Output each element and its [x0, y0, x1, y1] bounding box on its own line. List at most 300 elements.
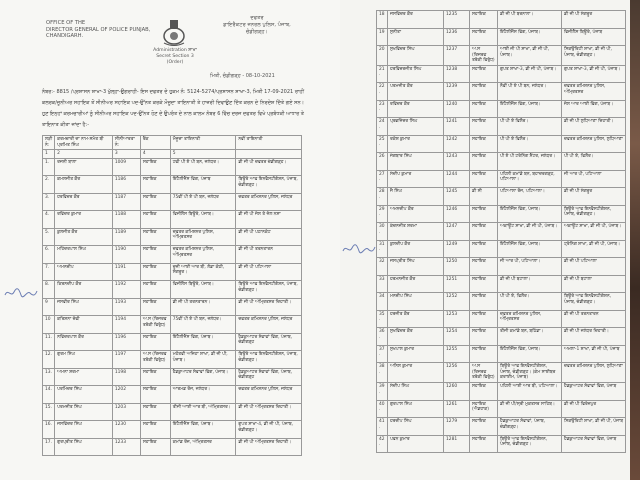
table-cell: ਸਹਾਇਕ: [470, 205, 498, 223]
table-cell: ਹੈਡਕੁਆਟਰ ਸੇਵਾਵਾਂ ਵਿੰਗ, ਪੰਜਾਬ, ਚੰਡੀਗੜ੍ਹ: [236, 333, 302, 351]
table-cell: ਆਈ ਜੀ ਪੀ ਸ਼ਾਖਾ, ਡੀ ਜੀ ਪੀ, ਪੰਜਾਬ।: [498, 46, 562, 66]
table-cell: ਹੈਡਕੁਆਟਰ ਸੇਵਾਵਾਂ, ਪੰਜਾਬ, ਚੰਡੀਗੜ੍ਹ।: [498, 418, 562, 436]
table-cell: 19: [377, 28, 388, 46]
table-cell: ਜੀ ਆਰ ਪੀ, ਪਟਿਆਲਾ।: [498, 258, 562, 276]
table-cell: ਡੀ ਜੀ ਪੀ ਬਟਾਲਾ: [562, 275, 626, 293]
table-cell: ਮਹੱਤਵੀ ਅਜਿਹਾ ਸ਼ਾਖਾ, ਡੀ ਜੀ ਪੀ, ਪੰਜਾਬ।: [170, 351, 236, 369]
table-cell: ਹਰਦੀਪ ਸਿੰਘ: [388, 418, 444, 436]
table-cell: 9: [43, 298, 55, 316]
table-row: [377, 418, 626, 436]
table-cell: ਸਹਾਇਕ: [140, 403, 170, 421]
table-cell: ਦਫਤਰ ਕਮਿਸ਼ਨਰ ਪੁਲਿਸ, ਅੰਮ੍ਰਿਤਸਰ: [498, 310, 562, 328]
order-intro: ਨੰਬਰ:- 8815 /ਪ੍ਰਸ਼ਾਸਨ ਸ਼ਾਖਾ-3 ਖੁੱਲ੍ਹਾ-ਉਗਰਾਹੀ- ਇਸ ਦਫਤਰ ਦੇ ਹੁਕਮ ਨੰ: 5124-5274/ਪ੍ਰਸ਼ਾਸਨ ਸ਼ਾਖਾ-3, ਮਿਤੀ 17-09-2021 ਰਾਹੀਂ ਕਲਰਕ/ਜੂਨੀਅਰ ਸਹਾਇਕ ਤੋਂ ਸੀਨੀਅਰ ਸਹਾਇਕ ਪਦ-ਉੱਨਤ ਕਰਕੇ ਮੌਜੂਦਾ ਤਾਇਨਾਤੀ ਤੇ ਹਾਜ਼ਰੀ ਦਿਵਾਉਣ ਦਿੱਤ ਕਰਨ ਦੇ ਨਿਰਦੇਸ਼ ਦਿੱਤੇ ਗਏ ਸਨ। ਹੁਣ ਇਨ੍ਹਾਂ ਕਰਮਚਾਰੀਆਂ ਨੂੰ ਸੀਨੀਅਰ ਸਹਾਇਕ ਪਦ-ਉੱਨਤ ਹੋਣ ਦੇ ਉਪਰੰਤ ਦੇ ਨਾਲ ਕਾਲਮ ਨੰਬਰ 6 ਵਿੱਚ ਦਰਜ ਦਫਤਰ ਵਿਖੇ ਪ੍ਰਬੰਧਕੀ ਆਧਾਰ ਤੇ ਤਾਇਨਾਤ ਕੀਤਾ ਜਾਂਦਾ ਹੈ:-: [42, 89, 304, 128]
table-cell: ਕਰਮਚਾਰੀ ਦਾ ਨਾਮ-ਸਮੇਤ ਬੀ ਪ੍ਰਮਿਤ ਸਿੰਘ: [55, 136, 113, 150]
table-cell: ਸਹਾਇਕ: [470, 258, 498, 276]
table-cell: ਹਰਵਿੰਦਰ ਕੌਰ: [55, 193, 113, 211]
table-cell: 1239: [444, 83, 470, 101]
handwritten-signature: [4, 286, 38, 300]
table-cell: ਪਹਿਲੀ ਕਮਾਂਡੋ ਬਨ, ਬਹਾਦਰਗੜ੍ਹ, ਪਟਿਆਲਾ।: [498, 170, 562, 188]
table-cell: ਸਹਾਇਕ: [470, 170, 498, 188]
table-cell: ਇੰਟੈਲੀਜੈਂਸ ਵਿੰਗ, ਪੰਜਾਬ।: [498, 345, 562, 363]
table-cell: ਡੀ ਜੀ ਪੀ ਸੰਗਰੂਰ: [562, 11, 626, 29]
table-cell: ਪੀ ਪੀ ਏ ਫਿਲੌਰ।: [498, 135, 562, 153]
table-cell: 5.: [43, 228, 55, 246]
table-cell: 22.: [377, 83, 388, 101]
table-row: [377, 205, 626, 223]
table-row: [377, 345, 626, 363]
header-line: ਚੰਡੀਗੜ੍ਹ।: [245, 29, 269, 35]
table-cell: ਟ੍ਰੇਨਿੰਗ ਸ਼ਾਖਾ, ਡੀ ਜੀ ਪੀ, ਪੰਜਾਬ।: [562, 240, 626, 258]
table-row: [43, 351, 302, 369]
table-cell: ਸਿਕਉਰਿਟੀ ਸ਼ਾਖਾ, ਡੀ ਜੀ ਪੀ, ਪੰਜਾਬ, ਚੰਡੀਗੜ੍ਹ।: [562, 46, 626, 66]
table-row: [377, 258, 626, 276]
table-row: [377, 188, 626, 206]
table-cell: ਬਿਊਰੋ ਆਫ ਇਨਵੈਸਟੀਗੇਸ਼ਨ, ਪੰਜਾਬ, ਚੰਡੀਗੜ੍ਹ। (ਕੰਮ ਸਾਈਬਰ ਕਰਾਈਮ, ਪੰਜਾਬ): [498, 363, 562, 383]
transfer-table-right: [376, 10, 626, 453]
table-cell: 42.: [377, 435, 388, 453]
table-cell: 1243: [444, 153, 470, 171]
table-cell: 1189: [112, 228, 140, 246]
table-cell: ਸੁਖਪਾਲ ਕੁਮਾਰ: [388, 345, 444, 363]
table-cell: 4: [140, 150, 170, 159]
table-cell: 18: [377, 11, 388, 29]
header-line: ਦਫਤਰ: [250, 15, 264, 21]
table-cell: ਡੀ ਜੀ ਪੀ ਤਰਨਤਾਰਨ: [236, 246, 302, 264]
table-cell: ਇੰਟੈਲੀਜੈਂਸ ਵਿੰਗ, ਪੰਜਾਬ: [170, 176, 236, 194]
section-line: Administration ਸ਼ਾਖਾ: [153, 48, 197, 53]
table-cell: ਆਰਮਡ ਰੇਂਜ, ਜਲੰਧਰ।: [170, 386, 236, 404]
table-cell: 35.: [377, 310, 388, 328]
table-cell: ਡੀ ਜੀ ਪੀ ਬਰਨਾਲਾ।: [498, 11, 562, 29]
table-cell: 1186: [112, 176, 140, 194]
table-cell: ਸਹਾਇਕ: [140, 421, 170, 439]
table-cell: ਪਹਿਲੀ ਆਈ ਆਰ ਬੀ, ਪਟਿਆਲਾ।: [498, 383, 562, 401]
table-cell: 1198: [112, 368, 140, 386]
table-cell: ਨਵੀਂ ਤਾਇਨਾਤੀ: [236, 136, 302, 150]
table-cell: ਅਮਨਦੀਪ: [55, 263, 113, 281]
table-row: [43, 228, 302, 246]
table-cell: ਡੀ ਜੀ ਪੀ ਅੰਮ੍ਰਿਤਸਰ ਦਿਹਾਤੀ।: [236, 298, 302, 316]
table-cell: ਪ੍ਰਭਜਿੰਦਰ ਸਿੰਘ: [388, 118, 444, 136]
table-cell: ਕੁਲਦੀਪ ਕੌਰ: [388, 240, 444, 258]
table-row: [43, 158, 302, 176]
table-cell: 15.: [43, 403, 55, 421]
table-cell: ਜੇਲ ਆਰ ਆਈ ਵਿੰਗ, ਪੰਜਾਬ।: [562, 100, 626, 118]
table-cell: 1246: [444, 205, 470, 223]
table-cell: 1.: [43, 158, 55, 176]
table-cell: ਕੁਲਜੀਤ ਕੌਰ: [55, 228, 113, 246]
table-cell: ਕਮਲਜੀਤ ਕੌਰ: [55, 176, 113, 194]
table-cell: ਪੀ ਏ ਪੀ ਟਰੇਨਿੰਗ ਸੈਂਟਰ, ਜਲੰਧਰ।: [498, 153, 562, 171]
table-cell: ਸਹਾਇਕ: [470, 65, 498, 83]
table-cell: 1249: [444, 240, 470, 258]
table-cell: ਡੀ ਜੀ ਪੀ ਦਫਤਰ ਚੰਡੀਗੜ੍ਹ।: [236, 158, 302, 176]
table-cell: ਹਰਮਨਜੀਤ ਕੌਰ: [388, 275, 444, 293]
table-cell: ਹੈਡਕੁਆਟਰ ਸੇਵਾਵਾਂ ਵਿੰਗ, ਪੰਜਾਬ।: [170, 368, 236, 386]
table-cell: 6.: [43, 246, 55, 264]
header-line: OFFICE OF THE: [46, 20, 86, 26]
table-cell: 75ਵੀਂ ਪੀ ਏ ਪੀ ਬਨ, ਜਲੰਧਰ।: [170, 316, 236, 334]
table-row: [377, 383, 626, 401]
table-cell: ਨੌਵੀਂ ਪੀ ਏ ਪੀ ਬਨ, ਜਲੰਧਰ।: [498, 83, 562, 101]
table-cell: ਅਮਨਾ ਸ਼ਰਮਾ: [55, 368, 113, 386]
table-cell: 1254: [444, 328, 470, 346]
table-cell: ਪਵਨ ਕੁਮਾਰ: [388, 435, 444, 453]
table-row: [377, 223, 626, 241]
table-cell: ਜਸਪ੍ਰੀਤ ਸਿੰਘ: [388, 258, 444, 276]
table-row: [43, 438, 302, 456]
table-cell: ਪਰਮਿੰਦਰ ਸਿੰਘ: [55, 386, 113, 404]
table-cell: ਜਸਵਿੰਦਰ ਕੌਰ: [388, 11, 444, 29]
table-cell: ਡੀ ਜੀ ਪੀ ਸੰਗਰੂਰ: [562, 188, 626, 206]
table-cell: ਬਿਊਰੋ ਆਫ ਇਨਵੈਸਟੀਗੇਸ਼ਨ, ਪੰਜਾਬ, ਚੰਡੀਗੜ੍ਹ।: [562, 293, 626, 311]
table-cell: ਰਜਨੀ ਬਾਲਾ: [55, 158, 113, 176]
document-page-right: [340, 0, 630, 480]
table-cell: ਗੁਪਤ ਸ਼ਾਖਾ-3, ਡੀ ਜੀ ਪੀ, ਪੰਜਾਬ।: [562, 65, 626, 83]
table-cell: ਨਵਿੰਦਰਪਾਲ ਕੌਰ: [55, 333, 113, 351]
table-cell: 1191: [112, 263, 140, 281]
table-cell: 75ਵੀਂ ਪੀ ਏ ਪੀ ਬਨ, ਜਲੰਧਰ: [170, 193, 236, 211]
table-cell: 39.: [377, 383, 388, 401]
table-cell: ਡੀ ਜੀ ਪੀ ਬਟਾਲਾ।: [498, 275, 562, 293]
header-line: ਡਾਇਰੈਕਟਰ ਜਨਰਲ ਪੁਲਿਸ, ਪੰਜਾਬ,: [223, 22, 291, 28]
table-cell: ਇੰਟੈਲੀਜੈਂਸ ਵਿੰਗ, ਪੰਜਾਬ।: [498, 205, 562, 223]
table-cell: ਗੁਰਮ ਸਿੰਘ: [55, 351, 113, 369]
table-cell: ਡੀ ਜੀ ਪੀ ਅੰਮ੍ਰਿਤਸਰ ਦਿਹਾਤੀ।: [236, 438, 302, 456]
table-cell: ਹਰਵਿੰਦਰਜੀਤ ਸਿੰਘ: [388, 65, 444, 83]
table-cell: 24.: [377, 118, 388, 136]
table-cell: 1250: [444, 258, 470, 276]
table-cell: ਵਿਜੀਲੈਂਸ ਬਿਊਰੋ, ਪੰਜਾਬ।: [170, 281, 236, 299]
table-cell: 1252: [444, 293, 470, 311]
table-cell: 5: [170, 150, 236, 159]
table-cell: ਸਹਾਇਕ: [470, 293, 498, 311]
table-cell: ਵਿਜੀਲੈਂਸ ਬਿਊਰੋ, ਪੰਜਾਬ: [562, 28, 626, 46]
background-edge: [630, 0, 640, 480]
table-cell: 1240: [444, 100, 470, 118]
office-header-punjabi: [222, 15, 292, 36]
table-row: [43, 246, 302, 264]
table-cell: ਡੀ ਜੀ ਪੀ ਫਿਰੋਜ਼ਪੁਰ: [562, 400, 626, 418]
table-cell: ਸਿਕਉਰਿਟੀ ਸ਼ਾਖਾ, ਡੀ ਜੀ ਪੀ, ਪੰਜਾਬ: [562, 418, 626, 436]
table-row: [377, 170, 626, 188]
table-cell: 31.: [377, 240, 388, 258]
table-cell: 1: [43, 150, 55, 159]
table-cell: ਕੰਚਨਜੀਤ ਸ਼ਰਮਾ: [388, 223, 444, 241]
table-cell: 3: [112, 150, 140, 159]
table-cell: 1230: [112, 421, 140, 439]
table-cell: ਸਹਾਇਕ: [140, 333, 170, 351]
table-cell: ਅਮਲਾ-1 ਸ਼ਾਖਾ, ਡੀ ਜੀ ਪੀ, ਪੰਜਾਬ: [562, 345, 626, 363]
table-cell: ਸਹਾਇਕ: [140, 263, 170, 281]
table-cell: ਸੁਖਵਿੰਦਰ ਕੌਰ: [388, 328, 444, 346]
table-cell: 40.: [377, 400, 388, 418]
table-cell: ਪੀ ਪੀ ਏ, ਫਿਲੌਰ।: [498, 293, 562, 311]
section-label: [140, 48, 210, 66]
table-cell: ਇੰਟੈਲੀਜੈਂਸ ਵਿੰਗ, ਪੰਜਾਬ।: [170, 421, 236, 439]
table-row: [377, 46, 626, 66]
table-row: [377, 100, 626, 118]
table-row: [377, 328, 626, 346]
table-cell: ਸਹਾਇਕ: [470, 328, 498, 346]
table-cell: ਡੀ ਜੀ ਪੀ ਤਰਨਤਾਰਨ।: [170, 298, 236, 316]
table-cell: ਜੀ ਆਰ ਪੀ, ਪਟਿਆਲਾ: [562, 170, 626, 188]
table-cell: ਸਹਾਇਕ: [140, 158, 170, 176]
table-cell: ਸਹਾਇਕ: [470, 100, 498, 118]
table-cell: 2: [55, 150, 113, 159]
table-cell: 1203: [112, 403, 140, 421]
table-cell: 1233: [112, 438, 140, 456]
table-row: [377, 28, 626, 46]
table-cell: ਜੰਗਬਾਰ ਸਿੰਘ: [388, 153, 444, 171]
table-header-row: [43, 136, 302, 150]
handwritten-signature: [342, 242, 376, 256]
table-cell: ਬਿਊਰੋ ਆਫ ਇਨਵੈਸਟੀਗੇਸ਼ਨ, ਪੰਜਾਬ, ਚੰਡੀਗੜ੍ਹ।: [498, 435, 562, 453]
table-cell: 1279: [444, 418, 470, 436]
table-cell: 1236: [444, 28, 470, 46]
table-cell: ਇੰਟੈਲੀਜੈਂਸ ਵਿੰਗ, ਪੰਜਾਬ।: [498, 28, 562, 46]
table-cell: ਅ.ਸ (ਰਿਜਰਵ ਤਰੱਕੀ ਵਿਰੁੱਧ): [140, 351, 170, 369]
table-cell: ਬਿਊਰੋ ਆਫ ਇਨਵੈਸਟੀਗੇਸ਼ਨ, ਪੰਜਾਬ, ਚੰਡੀਗੜ੍ਹ।: [236, 281, 302, 299]
table-cell: ਮਹਿੰਦਰਪਾਲ ਸਿੰਘ: [55, 246, 113, 264]
table-cell: 1235: [444, 11, 470, 29]
transfer-table-left: [42, 135, 302, 456]
table-cell: [236, 150, 302, 159]
table-cell: ਰਵਿੰਦਰ ਕੌਰ: [388, 100, 444, 118]
table-cell: ਡੀ ਜੀ ਪੀ ਜੇਲ ਤੇ ਜੇਲ ਨਸ਼ਾ: [236, 211, 302, 229]
table-cell: ਅਮਨਦੀਪ ਕੌਰ: [388, 205, 444, 223]
table-cell: ਅਕਾਊਂਟ ਸ਼ਾਖਾ, ਡੀ ਜੀ ਪੀ, ਪੰਜਾਬ।: [562, 223, 626, 241]
table-cell: ਦਫਤਰ ਕਮਿਸ਼ਨਰ ਪੁਲਿਸ, ਜਲੰਧਰ: [236, 386, 302, 404]
office-header-english: [46, 20, 150, 40]
table-cell: ਗੁਰਪ੍ਰੀਤ ਸਿੰਘ: [55, 438, 113, 456]
table-cell: ਹਰਜੀਤ ਕੌਰ: [388, 310, 444, 328]
table-row: [43, 298, 302, 316]
table-cell: 20: [377, 46, 388, 66]
table-cell: 1244: [444, 170, 470, 188]
table-cell: ਸਹਾਇਕ: [470, 135, 498, 153]
table-row: [377, 83, 626, 101]
table-cell: ਸਹਾਇਕ: [470, 118, 498, 136]
table-row: [377, 65, 626, 83]
table-cell: 7.: [43, 263, 55, 281]
table-cell: ਕਮਾਂਡ ਰੇਂਜ, ਅੰਮ੍ਰਿਤਸਰ: [170, 438, 236, 456]
table-cell: 13.: [43, 368, 55, 386]
table-cell: ਸਹਾਇਕ: [140, 176, 170, 194]
table-cell: ਅ.ਸ (ਰਿਜਰਵ ਤਰੱਕੀ ਵਿਰੁੱਧ): [470, 46, 498, 66]
table-cell: 16.: [43, 421, 55, 439]
table-cell: ਪੀ ਪੀ ਏ, ਫਿਲੌਰ।: [562, 153, 626, 171]
table-cell: ਸਹਾਇਕ: [140, 246, 170, 264]
table-cell: ਇੰਟੈਲੀਜੈਂਸ ਵਿੰਗ, ਪੰਜਾਬ।: [498, 240, 562, 258]
table-cell: ਡੀ ਜੀ ਪੀ ਤਰਨਤਾਰਨ: [562, 310, 626, 328]
table-cell: ਡੀ ਜੀ ਪੀ ਲੁਧਿਆਣਾ ਦਿਹਾਤੀ।: [562, 118, 626, 136]
table-row: [377, 240, 626, 258]
table-cell: ਰਕੇਸ਼ ਕੁਮਾਰ: [388, 135, 444, 153]
table-cell: ਕਰਿਸ਼ਨਾ ਦੇਵੀ: [55, 316, 113, 334]
table-cell: ਟਵੀ ਪੀ ਏ ਪੀ ਬਨ, ਜਲੰਧਰ।: [170, 158, 236, 176]
table-cell: ਲੜੀ ਨੰ:: [43, 136, 55, 150]
table-row: [43, 368, 302, 386]
table-cell: 1009: [112, 158, 140, 176]
table-cell: ਡੀ ਜੀ ਪੀ ਅੰਮ੍ਰਿਤਸਰ ਦਿਹਾਤੀ।: [236, 403, 302, 421]
table-cell: ਦਫਤਰ ਕਮਿਸ਼ਨਰ ਪੁਲਿਸ, ਜਲੰਧਰ: [236, 193, 302, 211]
table-cell: 34: [377, 293, 388, 311]
police-emblem-icon: [160, 18, 188, 48]
table-cell: ਸਹਾਇਕ: [470, 83, 498, 101]
table-cell: 30.: [377, 223, 388, 241]
table-cell: 38.: [377, 363, 388, 383]
table-cell: 1245: [444, 188, 470, 206]
table-cell: ਸਹਾਇਕ: [470, 11, 498, 29]
table-cell: ਸਹਾਇਕ: [470, 435, 498, 453]
table-cell: 37.: [377, 345, 388, 363]
table-cell: ਗੁਰਪਾਲ ਸਿੰਘ: [388, 400, 444, 418]
table-cell: ਹੈਡਕੁਆਟਰ ਸੇਵਾਵਾਂ ਵਿੰਗ, ਪੰਜਾਬ: [562, 383, 626, 401]
table-cell: ਸੀਨੀਆਰਤਾ ਨੰ:: [112, 136, 140, 150]
table-cell: ਤੀਜੀ ਆਈ ਆਰ ਬੀ, ਅੰਮ੍ਰਿਤਸਰ।: [170, 403, 236, 421]
table-row: [377, 293, 626, 311]
table-cell: 10: [43, 316, 55, 334]
table-cell: ਬਿਊਰੋ ਆਫ ਇਨਵੈਸਟੀਗੇਸ਼ਨ, ਪੰਜਾਬ, ਚੰਡੀਗੜ੍ਹ।: [562, 205, 626, 223]
header-line: CHANDIGARH.: [46, 33, 84, 39]
table-cell: 36.: [377, 328, 388, 346]
table-cell: ਗੁਪਤ ਸ਼ਾਖਾ-3, ਡੀ ਜੀ ਪੀ, ਪੰਜਾਬ।: [498, 65, 562, 83]
table-cell: 14.: [43, 386, 55, 404]
table-cell: 1253: [444, 310, 470, 328]
table-cell: 1260: [444, 383, 470, 401]
table-row: [377, 363, 626, 383]
table-cell: ਡੀ ਸੀ: [470, 188, 498, 206]
table-cell: 33: [377, 275, 388, 293]
table-cell: ਸਹਾਇਕ: [470, 275, 498, 293]
table-cell: 41.: [377, 418, 388, 436]
table-row: [377, 400, 626, 418]
table-cell: ਸਹਾਇਕ: [140, 386, 170, 404]
table-cell: ਸਹਾਇਕ: [470, 383, 498, 401]
table-cell: 1197: [112, 351, 140, 369]
table-cell: ਸਹਾਇਕ: [470, 418, 498, 436]
table-cell: ਦਫਤਰ ਕਮਿਸ਼ਨਰ ਪੁਲਿਸ, ਲੁਧਿਆਣਾ: [562, 363, 626, 383]
table-cell: ਵਿਜੀਲੈਂਸ ਬਿਊਰੋ, ਪੰਜਾਬ।: [170, 211, 236, 229]
table-cell: 1237: [444, 46, 470, 66]
table-cell: ਅਕਾਊਂਟ ਸ਼ਾਖਾ, ਡੀ ਜੀ ਪੀ, ਪੰਜਾਬ।: [498, 223, 562, 241]
table-cell: 1242: [444, 135, 470, 153]
section-line: Secret Section 3: [156, 54, 194, 59]
table-cell: 1281: [444, 435, 470, 453]
table-cell: ਸਹਾਇਕ: [470, 153, 498, 171]
table-cell: ਗੁਪਤ ਸ਼ਾਖਾ-4, ਡੀ ਜੀ ਪੀ, ਪੰਜਾਬ, ਚੰਡੀਗੜ੍ਹ।: [236, 421, 302, 439]
table-cell: 1255: [444, 345, 470, 363]
table-cell: ਪਰਮਜੀਤ ਸਿੰਘ: [55, 403, 113, 421]
table-cell: 28.: [377, 188, 388, 206]
table-cell: 1256: [444, 363, 470, 383]
table-cell: ਜਸਵੀਰ ਸਿੰਘ: [55, 298, 113, 316]
table-cell: ਇੰਟੈਲੀਜੈਂਸ ਵਿੰਗ, ਪੰਜਾਬ।: [498, 100, 562, 118]
table-row: [43, 263, 302, 281]
table-cell: 1251: [444, 275, 470, 293]
table-cell: ਸਹਾਇਕ: [470, 310, 498, 328]
table-cell: 8.: [43, 281, 55, 299]
table-cell: ਸਹਾਇਕ: [140, 281, 170, 299]
table-cell: ਦਫਤਰ ਕਮਿਸ਼ਨਰ ਪੁਲਿਸ, ਲੁਧਿਆਣਾ: [562, 135, 626, 153]
table-row: [43, 176, 302, 194]
table-cell: ਅਨਿਲ ਕੁਮਾਰ: [388, 363, 444, 383]
table-cell: 25.: [377, 135, 388, 153]
table-row: [43, 421, 302, 439]
table-cell: ਸਹਾਇਕ: [470, 240, 498, 258]
table-cell: 1190: [112, 246, 140, 264]
table-cell: ਸਹਾਇਕ: [140, 193, 170, 211]
table-cell: 27.: [377, 170, 388, 188]
table-cell: ਕਿਰਨਦੀਪ ਕੌਰ: [55, 281, 113, 299]
table-cell: 4.: [43, 211, 55, 229]
table-cell: ਦਫਤਰ ਕਮਿਸ਼ਨਰ ਪੁਲਿਸ, ਅੰਮ੍ਰਿਤਸਰ: [170, 228, 236, 246]
table-row: [43, 193, 302, 211]
table-cell: ਸੰਦੀਪ ਕੁਮਾਰ: [388, 170, 444, 188]
table-cell: ਅ.ਸ (ਰਿਜਰਵ ਤਰੱਕੀ ਵਿਰੁੱਧ): [140, 316, 170, 334]
table-cell: ਪਰਮਜੀਤ ਕੌਰ: [388, 83, 444, 101]
table-cell: 29.: [377, 205, 388, 223]
table-cell: ਜਸਵਿੰਦਰ ਸਿੰਘ: [55, 421, 113, 439]
table-cell: 1193: [112, 298, 140, 316]
table-cell: ਡੀ ਜੀ ਪੀ ਜਲੰਧਰ ਦਿਹਾਤੀ।: [562, 328, 626, 346]
table-cell: 17.: [43, 438, 55, 456]
table-row: [43, 281, 302, 299]
table-cell: 2.: [43, 176, 55, 194]
table-cell: ਸਹਾਇਕ: [470, 223, 498, 241]
table-cell: ਤੀਜੀ ਕਮਾਂਡੋ ਬਨ, ਬਠਿੰਡਾ।: [498, 328, 562, 346]
table-cell: ਸੁਖਵਿੰਦਰ ਸਿੰਘ: [388, 46, 444, 66]
table-cell: ਸੁਨੀਤਾ: [388, 28, 444, 46]
table-cell: 12.: [43, 351, 55, 369]
table-cell: ਰੈਂਕ: [140, 136, 170, 150]
table-cell: ਦੂਜੀ ਆਈ ਆਰ ਬੀ, ਲੱਡਾ ਕੋਠੀ, ਸੰਗਰੂਰ।: [170, 263, 236, 281]
table-cell: ਦਫਤਰ ਕਮਿਸ਼ਨਰ ਪੁਲਿਸ, ਜਲੰਧਰ: [236, 316, 302, 334]
table-cell: ਅ.ਸ (ਰਿਜਰਵ ਤਰੱਕੀ ਵਿਰੁੱਧ): [470, 363, 498, 383]
table-row: [377, 11, 626, 29]
order-date: ਮਿਤੀ, ਚੰਡੀਗੜ੍ਹ - 08-10-2021: [210, 73, 275, 79]
column-number-row: [43, 150, 302, 159]
table-row: [377, 118, 626, 136]
table-cell: ਮੌਜੂਦਾ ਤਾਇਨਾਤੀ: [170, 136, 236, 150]
table-row: [377, 135, 626, 153]
table-cell: ਜੈ ਸਿੰਘ: [388, 188, 444, 206]
table-cell: ਡੀ ਜੀ ਪੀ ਪਟਿਆਲਾ: [236, 263, 302, 281]
table-cell: ਮਨਦੀਪ ਸਿੰਘ: [388, 293, 444, 311]
table-cell: 23.: [377, 100, 388, 118]
table-cell: ਪਟਿਆਲਾ ਰੇਂਜ, ਪਟਿਆਲਾ।: [498, 188, 562, 206]
table-cell: ਡੀ ਜੀ ਪੀ ਪਠਾਨਕੋਟ: [236, 228, 302, 246]
table-row: [377, 275, 626, 293]
table-row: [377, 153, 626, 171]
table-cell: ਪੀ ਪੀ ਏ ਫਿਲੌਰ।: [498, 118, 562, 136]
table-cell: ਬਿਊਰੋ ਆਫ ਇਨਵੈਸਟੀਗੇਸ਼ਨ, ਪੰਜਾਬ, ਚੰਡੀਗੜ੍ਹ।: [236, 351, 302, 369]
table-cell: ਸਹਾਇਕ: [140, 298, 170, 316]
table-cell: 1196: [112, 333, 140, 351]
table-cell: 1261: [444, 400, 470, 418]
table-cell: 1247: [444, 223, 470, 241]
table-cell: 32: [377, 258, 388, 276]
table-cell: 26: [377, 153, 388, 171]
table-cell: ਸਹਾਇਕ: [140, 368, 170, 386]
table-cell: ਦਫਤਰ ਕਮਿਸ਼ਨਰ ਪੁਲਿਸ, ਅੰਮ੍ਰਿਤਸਰ: [562, 83, 626, 101]
table-cell: ਰਵਿੰਦਰ ਕੁਮਾਰ: [55, 211, 113, 229]
table-cell: ਹੈਡਕੁਆਟਰ ਸੇਵਾਵਾਂ ਵਿੰਗ, ਪੰਜਾਬ, ਚੰਡੀਗੜ੍ਹ: [236, 368, 302, 386]
table-cell: 1238: [444, 65, 470, 83]
table-cell: ਹੈਡਕੁਆਟਰ ਸੇਵਾਵਾਂ ਵਿੰਗ, ਪੰਜਾਬ: [562, 435, 626, 453]
header-line: DIRECTOR GENERAL OF POLICE PUNJAB,: [46, 26, 151, 33]
